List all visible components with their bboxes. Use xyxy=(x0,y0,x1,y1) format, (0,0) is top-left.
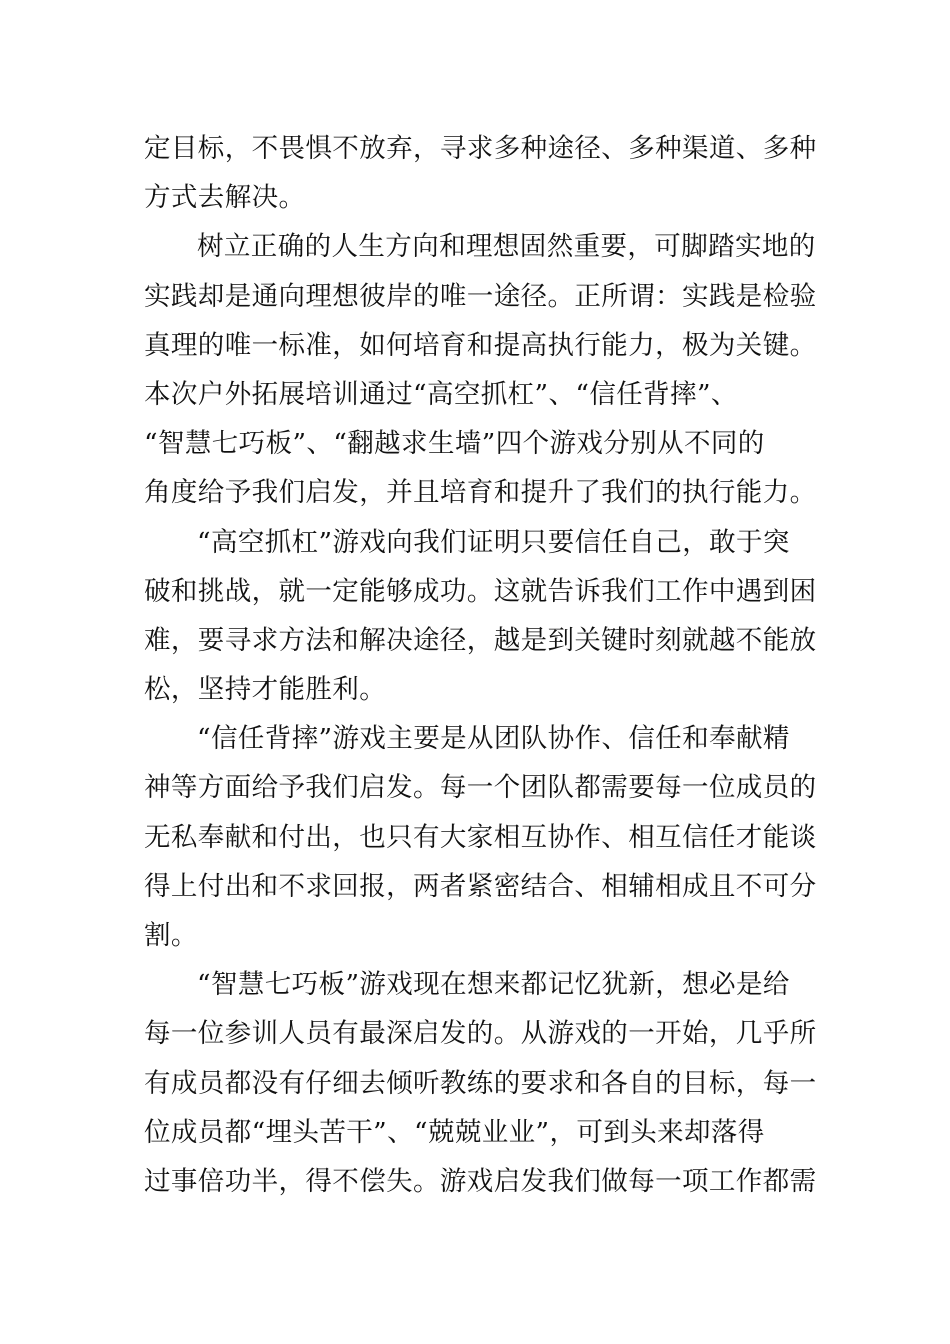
text-line: 割。 xyxy=(144,920,198,951)
text-line: 得上付出和不求回报，两者紧密结合、相辅相成且不可分 xyxy=(144,870,817,902)
text-line: 本次户外拓展培训通过“高空抓杠”、“信任背摔”、 xyxy=(144,378,738,410)
paragraph-first-line: 树立正确的人生方向和理想固然重要，可脚踏实地的 xyxy=(197,231,816,263)
text-line: 松，坚持才能胜利。 xyxy=(144,674,387,706)
text-line: “智慧七巧板”、“翻越求生墙”四个游戏分别从不同的 xyxy=(144,428,765,460)
text-line: 实践却是通向理想彼岸的唯一途径。正所谓：实践是检验 xyxy=(144,280,817,312)
text-line: 定目标，不畏惧不放弃，寻求多种途径、多种渠道、多种 xyxy=(144,133,817,164)
text-line: 破和挑战，就一定能够成功。这就告诉我们工作中遇到困 xyxy=(144,575,817,607)
body-text xyxy=(144,124,817,1206)
text-line: 每一位参训人员有最深启发的。从游戏的一开始，几乎所 xyxy=(144,1018,817,1050)
text-line: 难，要寻求方法和解决途径，越是到关键时刻就越不能放 xyxy=(144,624,817,656)
paragraph-first-line: “高空抓杠”游戏向我们证明只要信任自己，敢于突 xyxy=(197,526,790,558)
text-line: 无私奉献和付出，也只有大家相互协作、相互信任才能谈 xyxy=(144,821,817,853)
text-line: 真理的唯一标准，如何培育和提高执行能力，极为关键。 xyxy=(144,329,817,361)
paragraph-first-line: “智慧七巧板”游戏现在想来都记忆犹新，想必是给 xyxy=(197,969,790,1001)
text-line: 有成员都没有仔细去倾听教练的要求和各自的目标，每一 xyxy=(144,1067,817,1099)
text-line: 位成员都“埋头苦干”、“兢兢业业”，可到头来却落得 xyxy=(144,1116,765,1148)
text-line: 角度给予我们启发，并且培育和提升了我们的执行能力。 xyxy=(144,477,817,509)
text-line: 过事倍功半，得不偿失。游戏启发我们做每一项工作都需 xyxy=(144,1165,817,1197)
text-line: 神等方面给予我们启发。每一个团队都需要每一位成员的 xyxy=(144,772,817,804)
text-line: 方式去解决。 xyxy=(144,182,306,214)
paragraph-first-line: “信任背摔”游戏主要是从团队协作、信任和奉献精 xyxy=(197,723,790,755)
